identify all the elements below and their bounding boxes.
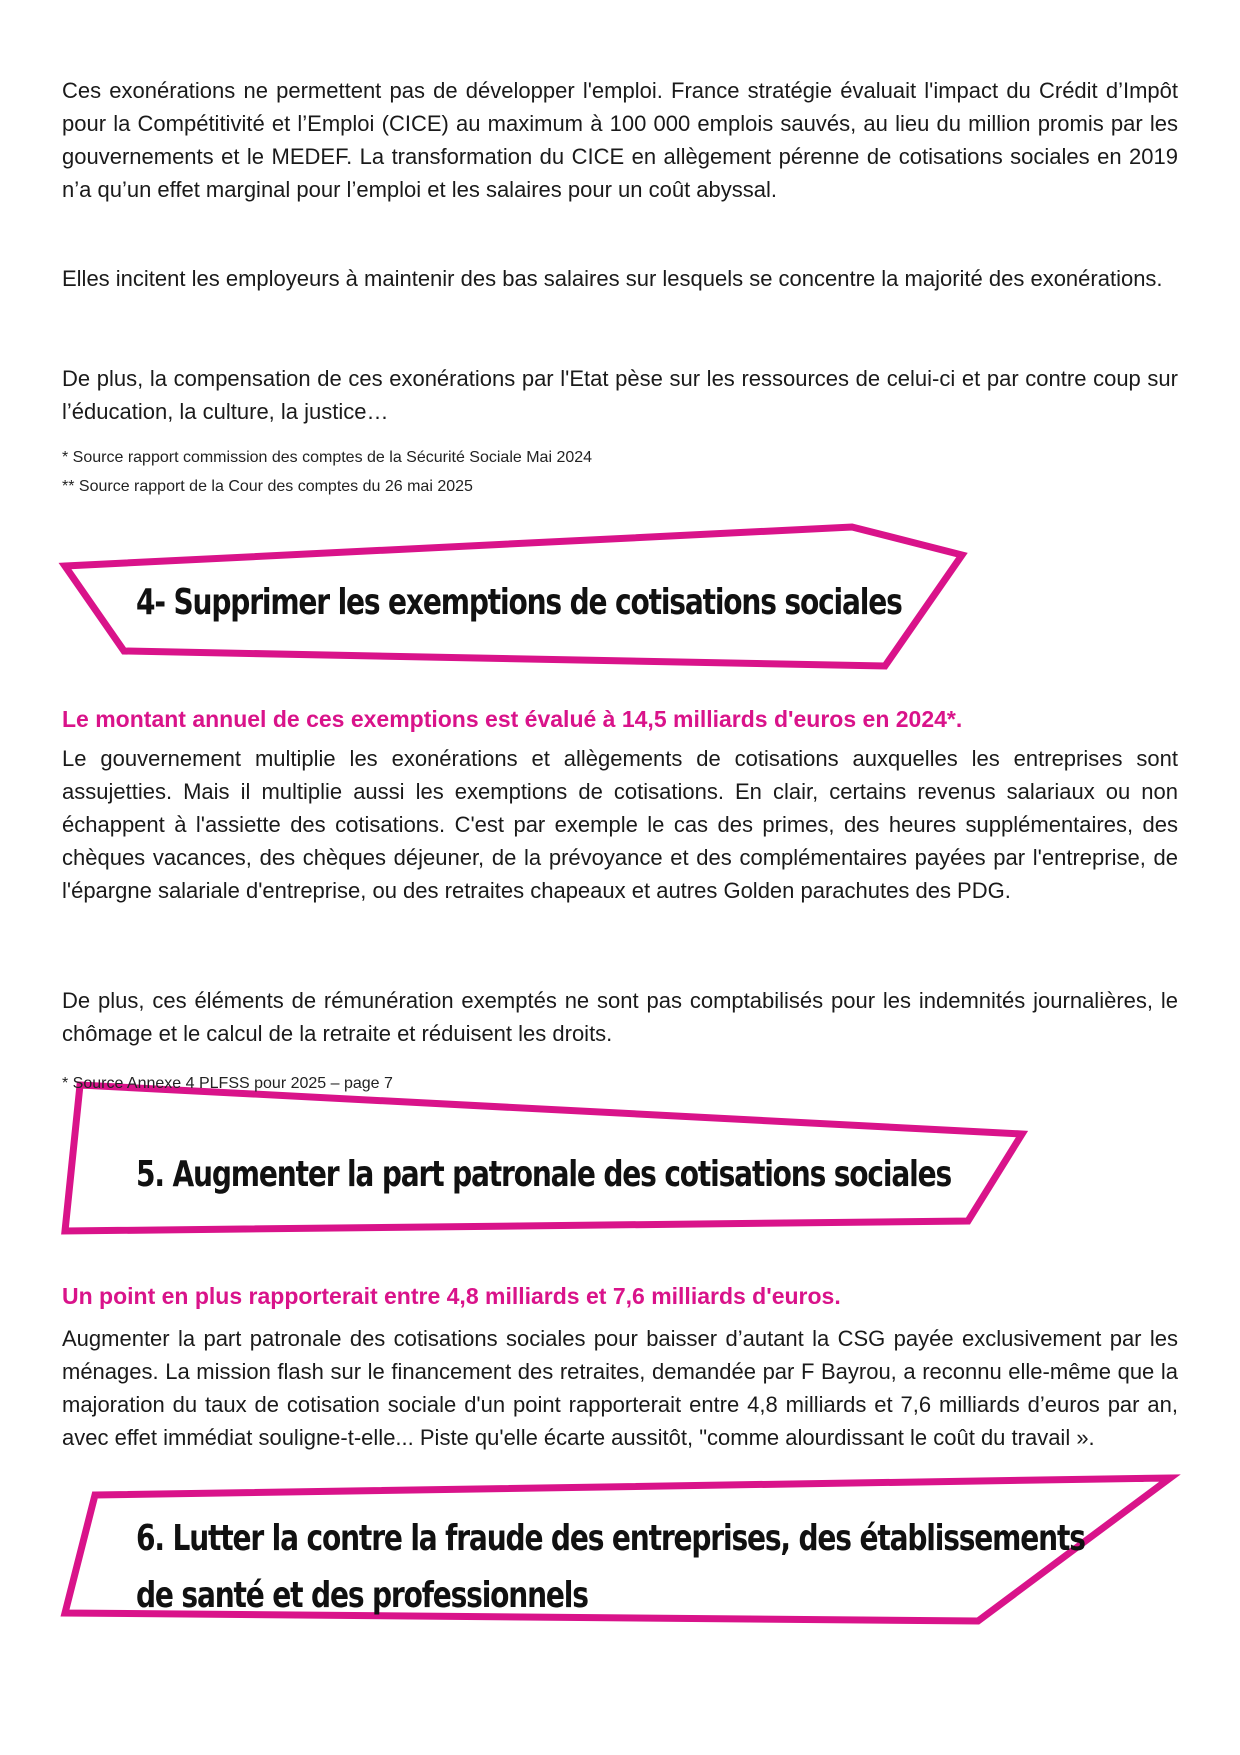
footnote-2: ** Source rapport de la Cour des comptes du 26 mai 2025 [62,478,473,495]
section-4-paragraph-2: De plus, ces éléments de rémunération exemptés ne sont pas comptabilisés pour les indemnités journalières, le chômage et le calcul de la retraite et réduisent les droits. [62,988,1178,1046]
section-6-title-line-2: de santé et des professionnels [136,1575,588,1616]
section-4-paragraph-1: Le gouvernement multiplie les exonérations et allègements de cotisations auxquelles les entreprises sont assujetties. Mais il multiplie aussi les exemptions de cotisations. En clair, certains revenus salariaux ou non échappent à l'assiette des cotisations. C'est par exemple le cas des primes, des heures supplémentaires, des chèques vacances, des chèques déjeuner, de la prévoyance et des complémentaires payées par l'entreprise, de l'épargne salariale d'entreprise, ou des retraites chapeaux et autres Golden parachutes des PDG. [62,746,1178,903]
section-4-lead: Le montant annuel de ces exemptions est évalué à 14,5 milliards d'euros en 2024*. [62,706,963,732]
footnote-1: * Source rapport commission des comptes de la Sécurité Sociale Mai 2024 [62,449,593,466]
intro-paragraph-1: Ces exonérations ne permettent pas de développer l'emploi. France stratégie évaluait l'impact du Crédit d’Impôt pour la Compétitivité et l’Emploi (CICE) au maximum à 100 000 emplois sauvés, au lieu du million promis par les gouvernements et le MEDEF. La transformation du CICE en allègement pérenne de cotisations sociales en 2019 n’a qu’un effet marginal pour l’emploi et les salaires pour un coût abyssal. [62,78,1178,202]
section-4-title: 4- Supprimer les exemptions de cotisations sociales [136,582,902,623]
section-5-title: 5. Augmenter la part patronale des cotisations sociales [136,1154,951,1195]
section-4-footnote: * Source Annexe 4 PLFSS pour 2025 – page 7 [62,1075,393,1092]
intro-paragraph-3: De plus, la compensation de ces exonérations par l'Etat pèse sur les ressources de celui-ci et par contre coup sur l’éducation, la culture, la justice… [62,366,1178,424]
intro-paragraph-2: Elles incitent les employeurs à maintenir des bas salaires sur lesquels se concentre la majorité des exonérations. [62,266,1163,291]
section-5-lead: Un point en plus rapporterait entre 4,8 milliards et 7,6 milliards d'euros. [62,1283,841,1309]
section-5-paragraph-1: Augmenter la part patronale des cotisations sociales pour baisser d’autant la CSG payée exclusivement par les ménages. La mission flash sur le financement des retraites, demandée par F Bayrou, a reconnu elle-même que la majoration du taux de cotisation sociale d'un point rapporterait entre 4,8 milliards et 7,6 milliards d’euros par an, avec effet immédiat souligne-t-elle... Piste qu'elle écarte aussitôt, "comme alourdissant le coût du travail ». [62,1326,1178,1450]
section-6-title-line-1: 6. Lutter la contre la fraude des entreprises, des établissements [136,1518,1085,1559]
